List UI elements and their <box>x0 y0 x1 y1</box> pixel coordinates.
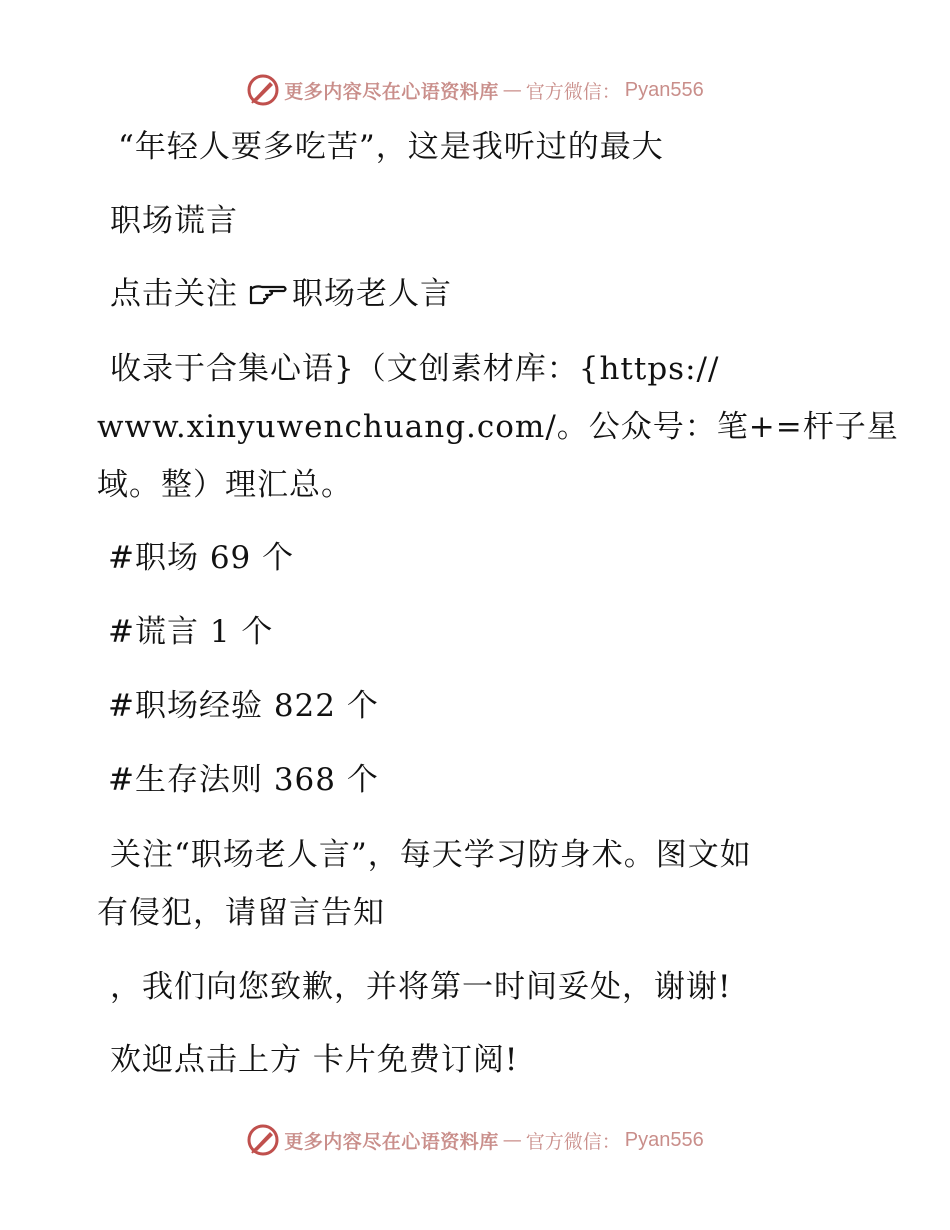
banner-wechat-label: 官方微信： <box>525 1130 621 1153</box>
quill-logo-icon <box>246 1123 280 1157</box>
tag-line: #谎言 1 个 <box>108 614 274 650</box>
tag-line: #职场经验 822 个 <box>108 688 379 724</box>
tag-line: #职场 69 个 <box>108 540 295 576</box>
banner-separator: — <box>502 79 522 101</box>
header-banner <box>0 70 950 110</box>
follow-prefix: 点击关注 <box>110 276 238 312</box>
banner-wechat-id: Pyan556 <box>624 78 704 101</box>
tag-line: #生存法则 368 个 <box>108 762 379 798</box>
banner-text: 更多内容尽在心语资料库 <box>284 80 499 103</box>
collection-line-1: 收录于合集心语}（文创素材库：{https:// <box>110 351 720 387</box>
title-line-1: “年轻人要多吃苦”，这是我听过的最大 <box>118 129 664 165</box>
collection-line-3: 域。整）理汇总。 <box>97 467 353 503</box>
banner-text: 更多内容尽在心语资料库 <box>284 1130 499 1153</box>
follow-line <box>110 274 452 314</box>
pointing-hand-icon <box>248 279 288 307</box>
quill-logo-icon <box>246 73 280 107</box>
notice-line-2: 有侵犯，请留言告知 <box>97 895 385 931</box>
banner-wechat-label: 官方微信： <box>525 80 621 103</box>
footer-banner <box>0 1120 950 1160</box>
follow-account-name: 职场老人言 <box>292 276 452 312</box>
notice-line-1: 关注“职场老人言”，每天学习防身术。图文如 <box>110 837 752 873</box>
title-line-2: 职场谎言 <box>110 203 238 239</box>
banner-wechat-id: Pyan556 <box>624 1128 704 1151</box>
banner-separator: — <box>502 1129 522 1151</box>
notice-line-3: ，我们向您致歉，并将第一时间妥处，谢谢! <box>110 969 732 1005</box>
subscribe-line: 欢迎点击上方 卡片免费订阅! <box>110 1042 519 1078</box>
collection-line-2: www.xinyuwenchuang.com/。公众号：笔+=杆子星 <box>97 409 899 445</box>
